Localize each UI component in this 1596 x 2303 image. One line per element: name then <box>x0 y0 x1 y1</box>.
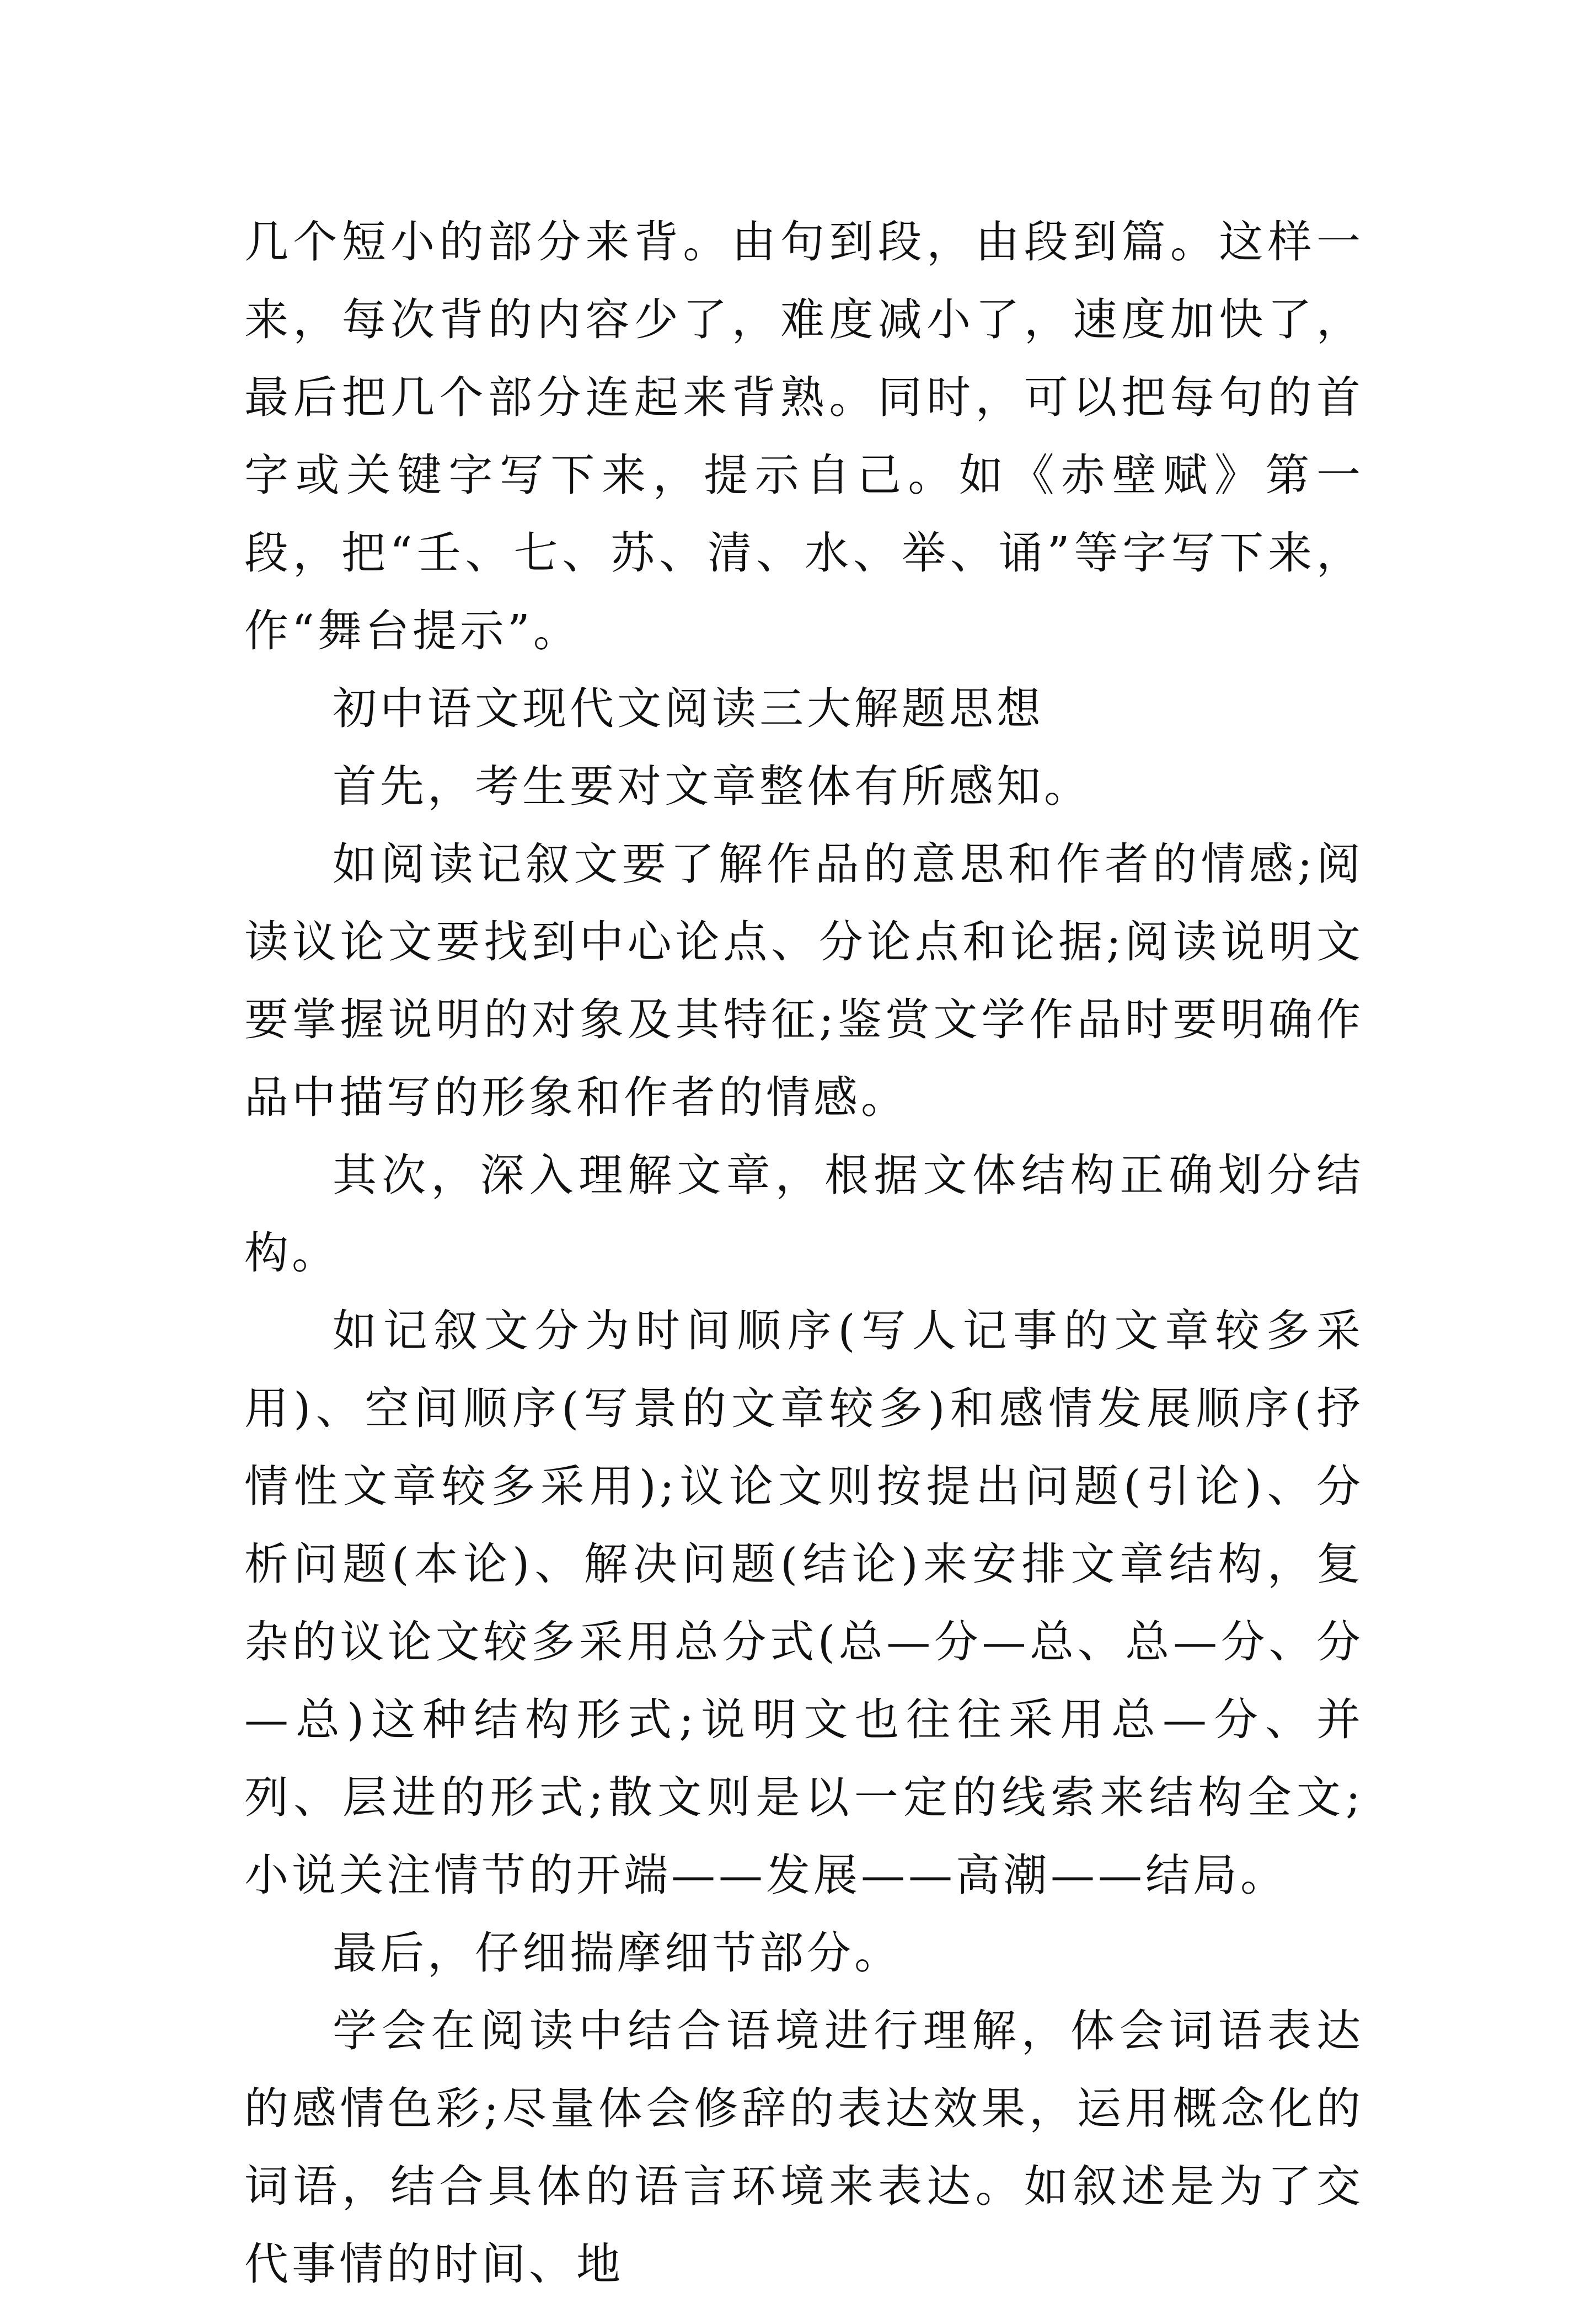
paragraph-third-point: 最后，仔细揣摩细节部分。 <box>333 1927 902 1979</box>
paragraph-first-detail: 如阅读记叙文要了解作品的意思和作者的情感;阅读议论文要找到中心论点、分论点和论据;阅读说明文要掌握说明的对象及其特征;鉴赏文学作品时要明确作品中描写的形象和作者的情感。 <box>244 838 1364 1123</box>
paragraph-second-detail: 如记叙文分为时间顺序(写人记事的文章较多采用)、空间顺序(写景的文章较多)和感情发展顺序(抒情性文章较多采用);议论文则按提出问题(引论)、分析问题(本论)、解决问题(结论)来安排文章结构，复杂的议论文较多采用总分式(总—分—总、总—分、分—总)这种结构形式;说明文也往往采用总—分、并列、层进的形式;散文则是以一定的线索来结构全文;小说关注情节的开端——发展——高潮——结局。 <box>244 1305 1364 1901</box>
paragraph-second-point: 其次，深入理解文章，根据文体结构正确划分结构。 <box>244 1150 1364 1279</box>
paragraph-first-point: 首先，考生要对文章整体有所感知。 <box>333 761 1091 812</box>
section-heading: 初中语文现代文阅读三大解题思想 <box>333 683 1044 734</box>
document-body <box>244 203 1364 2303</box>
paragraph-third-detail: 学会在阅读中结合语境进行理解，体会词语表达的感情色彩;尽量体会修辞的表达效果，运用概念化的词语，结合具体的语言环境来表达。如叙述是为了交代事情的时间、地 <box>244 2005 1364 2290</box>
paragraph-continuation: 几个短小的部分来背。由句到段，由段到篇。这样一来，每次背的内容少了，难度减小了，速度加快了，最后把几个部分连起来背熟。同时，可以把每句的首字或关键字写下来，提示自己。如《赤壁赋》第一段，把“壬、七、苏、清、水、举、诵”等字写下来，作“舞台提示”。 <box>244 216 1364 656</box>
